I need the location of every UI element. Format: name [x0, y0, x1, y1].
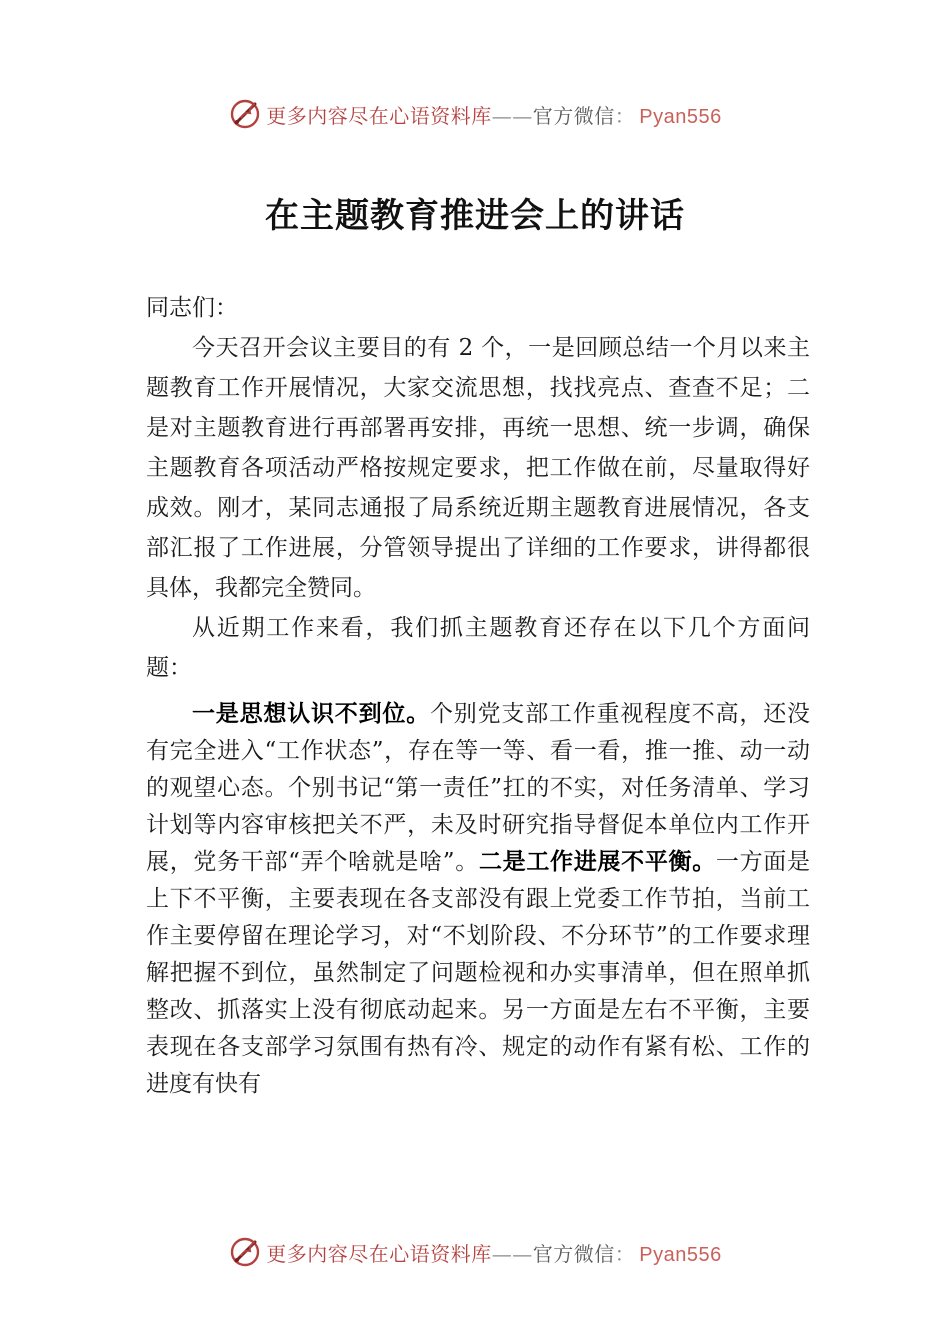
banner-wechat-label: 官方微信 — [532, 1241, 615, 1266]
header-watermark-banner — [0, 94, 950, 134]
document-body — [146, 288, 810, 1103]
quill-logo-icon — [228, 1235, 262, 1269]
document-title: 在主题教育推进会上的讲话 — [265, 196, 685, 236]
banner-dash: —— — [491, 1241, 533, 1266]
paragraph-2: 从近期工作来看，我们抓主题教育还存在以下几个方面问题： — [146, 615, 810, 681]
banner-separator: ： — [614, 1241, 636, 1266]
banner-account: Pyan556 — [639, 105, 722, 128]
banner-wechat-label: 官方微信 — [532, 103, 615, 128]
banner-lead-text: 更多内容尽在心语资料库 — [266, 103, 492, 128]
footer-watermark-banner — [0, 1232, 950, 1272]
paragraph-1: 今天召开会议主要目的有 2 个，一是回顾总结一个月以来主题教育工作开展情况，大家交流思想，找找亮点、查查不足；二是对主题教育进行再部署再安排，再统一思想、统一步调，确保主题教育各项活动严格按规定要求，把工作做在前，尽量取得好成效。刚才，某同志通报了局系统近期主题教育进展情况，各支部汇报了工作进展，分管领导提出了详细的工作要求，讲得都很具体，我都完全赞同。 — [146, 335, 810, 601]
salutation: 同志们： — [146, 295, 238, 321]
paragraph-3 — [146, 696, 810, 1103]
point-2-heading: 二是工作进展不平衡。 — [478, 849, 716, 875]
banner-account: Pyan556 — [639, 1243, 722, 1266]
banner-lead-text: 更多内容尽在心语资料库 — [266, 1241, 492, 1266]
banner-separator: ： — [614, 103, 636, 128]
quill-logo-icon — [228, 97, 262, 131]
point-1-heading: 一是思想认识不到位。 — [192, 701, 430, 727]
point-1-text: 个别党支部工作重视程度不高，还没有完全进入“工作状态”，存在等一等、看一看，推一推、动一动的观望心态。个别书记“第一责任”扛的不实，对任务清单、学习计划等内容审核把关不严，未及时研究指导督促本单位内工作开展，党务干部“弄个啥就是啥”。 — [146, 701, 811, 875]
banner-dash: —— — [491, 103, 533, 128]
point-2-text: 一方面是上下不平衡，主要表现在各支部没有跟上党委工作节拍，当前工作主要停留在理论学习，对“不划阶段、不分环节”的工作要求理解把握不到位，虽然制定了问题检视和办实事清单，但在照单抓整改、抓落实上没有彻底动起来。另一方面是左右不平衡，主要表现在各支部学习氛围有热有冷、规定的动作有紧有松、工作的进度有快有 — [146, 849, 810, 1097]
